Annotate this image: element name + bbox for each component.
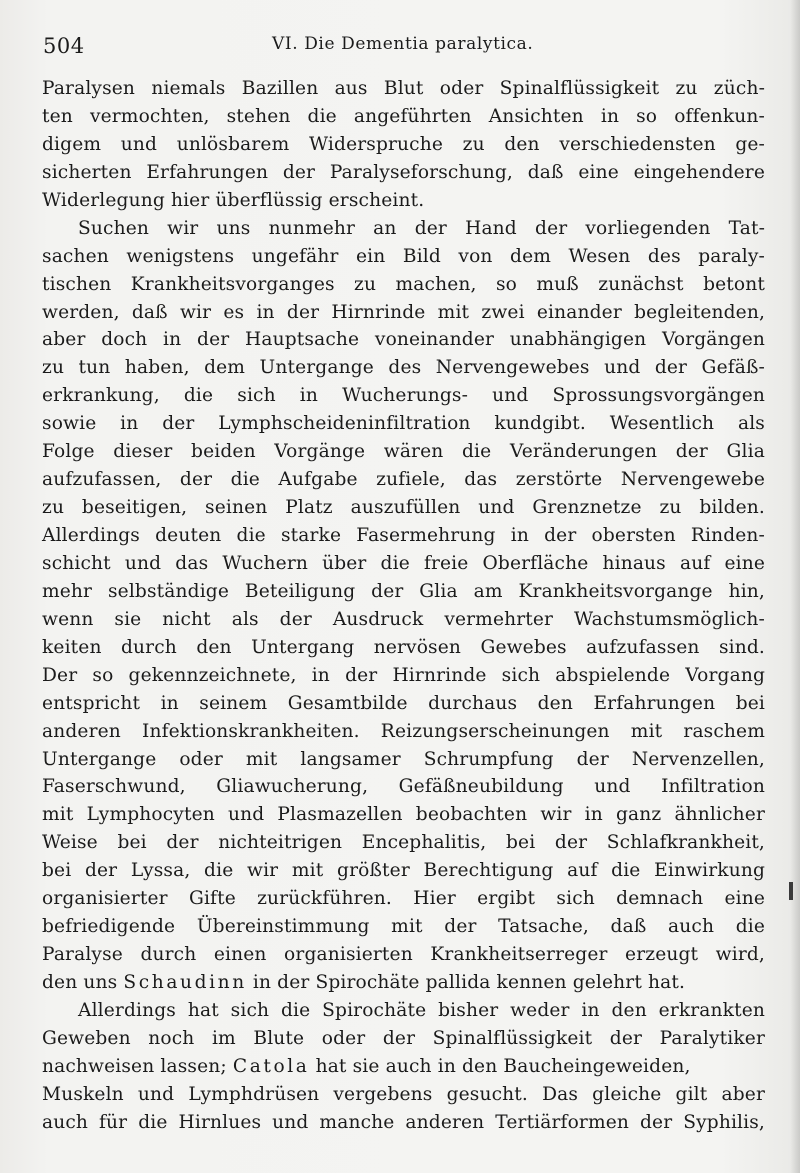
text-line: ten vermochten, stehen die angeführten Ansichten in so offenkun- bbox=[42, 105, 765, 127]
text-line: Weise bei der nichteitrigen Encephalitis, bei der Schlafkrankheit, bbox=[42, 832, 765, 854]
text-line: sowie in der Lymphscheideninfiltration kundgibt. Wesentlich als bbox=[42, 413, 765, 435]
text-segment: den uns bbox=[42, 972, 118, 993]
text-line: organisierter Gifte zurückführen. Hier ergibt sich demnach eine bbox=[42, 888, 765, 910]
text-line: aber doch in der Hauptsache voneinander unabhängigen Vorgängen bbox=[42, 329, 765, 351]
text-line: erkrankung, die sich in Wucherungs- und Sprossungsvorgängen bbox=[42, 385, 765, 407]
text-line: tischen Krankheitsvorganges zu machen, so muß zunächst betont bbox=[42, 273, 765, 295]
text-line bbox=[42, 1053, 765, 1081]
text-line: zu tun haben, dem Untergange des Nervengewebes und der Gefäß- bbox=[42, 357, 765, 379]
text-line: anderen Infektionskrankheiten. Reizungserscheinungen mit raschem bbox=[42, 720, 765, 742]
page-number: 504 bbox=[43, 34, 85, 58]
text-line: wenn sie nicht als der Ausdruck vermehrter Wachstumsmöglich- bbox=[42, 608, 765, 630]
text-line: auch für die Hirnlues und manche anderen Tertiärformen der Syphilis, bbox=[42, 1111, 765, 1133]
text-line: Geweben noch im Blute oder der Spinalflüssigkeit der Paralytiker bbox=[42, 1027, 765, 1049]
text-segment: in der Spirochäte pallida kennen gelehrt hat. bbox=[252, 972, 686, 993]
body-text bbox=[42, 75, 765, 1137]
page-edge-shadow bbox=[790, 0, 800, 1173]
text-line: keiten durch den Untergang nervösen Gewebes aufzufassen sind. bbox=[42, 636, 765, 658]
text-line: digem und unlösbarem Widerspruche zu den verschiedensten ge- bbox=[42, 133, 765, 155]
text-line: aufzufassen, der die Aufgabe zufiele, das zerstörte Nervengewebe bbox=[42, 469, 765, 491]
text-line: schicht und das Wuchern über die freie Oberfläche hinaus auf eine bbox=[42, 552, 765, 574]
text-line: Widerlegung hier überflüssig erscheint. bbox=[42, 189, 425, 211]
text-line: zu beseitigen, seinen Platz auszufüllen und Grenznetze zu bilden. bbox=[42, 497, 765, 519]
text-line: Allerdings hat sich die Spirochäte bisher weder in den erkrankten bbox=[78, 999, 765, 1021]
text-line: Allerdings deuten die starke Fasermehrung in der obersten Rinden- bbox=[42, 525, 765, 546]
text-line: Suchen wir uns nunmehr an der Hand der vorliegenden Tat- bbox=[78, 217, 765, 239]
text-line: mehr selbständige Beteiligung der Glia am Krankheitsvorgange hin, bbox=[42, 580, 765, 602]
text-line: Der so gekennzeichnete, in der Hirnrinde sich abspielende Vorgang bbox=[42, 664, 765, 686]
text-segment: hat sie auch in den Baucheingeweiden, bbox=[315, 1055, 691, 1077]
text-segment: nachweisen lassen; bbox=[42, 1055, 227, 1077]
author-name: Schaudinn bbox=[123, 972, 247, 993]
text-line: Paralyse durch einen organisierten Krankheitserreger erzeugt wird, bbox=[42, 944, 765, 966]
text-line: mit Lymphocyten und Plasmazellen beobachten wir in ganz ähnlicher bbox=[42, 804, 765, 826]
running-head: VI. Die Dementia paralytica. bbox=[272, 34, 534, 54]
text-line: befriedigende Übereinstimmung mit der Tatsache, daß auch die bbox=[42, 916, 765, 938]
text-line: Faserschwund, Gliawucherung, Gefäßneubildung und Infiltration bbox=[42, 776, 765, 798]
text-line: entspricht in seinem Gesamtbilde durchaus den Erfahrungen bei bbox=[42, 692, 765, 714]
text-line bbox=[42, 969, 765, 997]
text-line: Paralysen niemals Bazillen aus Blut oder Spinalflüssigkeit zu züch- bbox=[42, 78, 765, 99]
text-line: sicherten Erfahrungen der Paralyseforschung, daß eine eingehendere bbox=[42, 161, 765, 183]
author-name: Catola bbox=[232, 1055, 310, 1077]
text-line: Muskeln und Lymphdrüsen vergebens gesucht. Das gleiche gilt aber bbox=[42, 1083, 765, 1105]
text-line: werden, daß wir es in der Hirnrinde mit zwei einander begleitenden, bbox=[42, 301, 765, 323]
text-line: Untergange oder mit langsamer Schrumpfung der Nervenzellen, bbox=[42, 748, 765, 770]
text-line: Folge dieser beiden Vorgänge wären die Veränderungen der Glia bbox=[42, 441, 765, 463]
margin-mark bbox=[789, 882, 793, 900]
text-line: bei der Lyssa, die wir mit größter Berechtigung auf die Einwirkung bbox=[42, 860, 765, 882]
text-line: sachen wenigstens ungefähr ein Bild von dem Wesen des paraly- bbox=[42, 245, 765, 267]
